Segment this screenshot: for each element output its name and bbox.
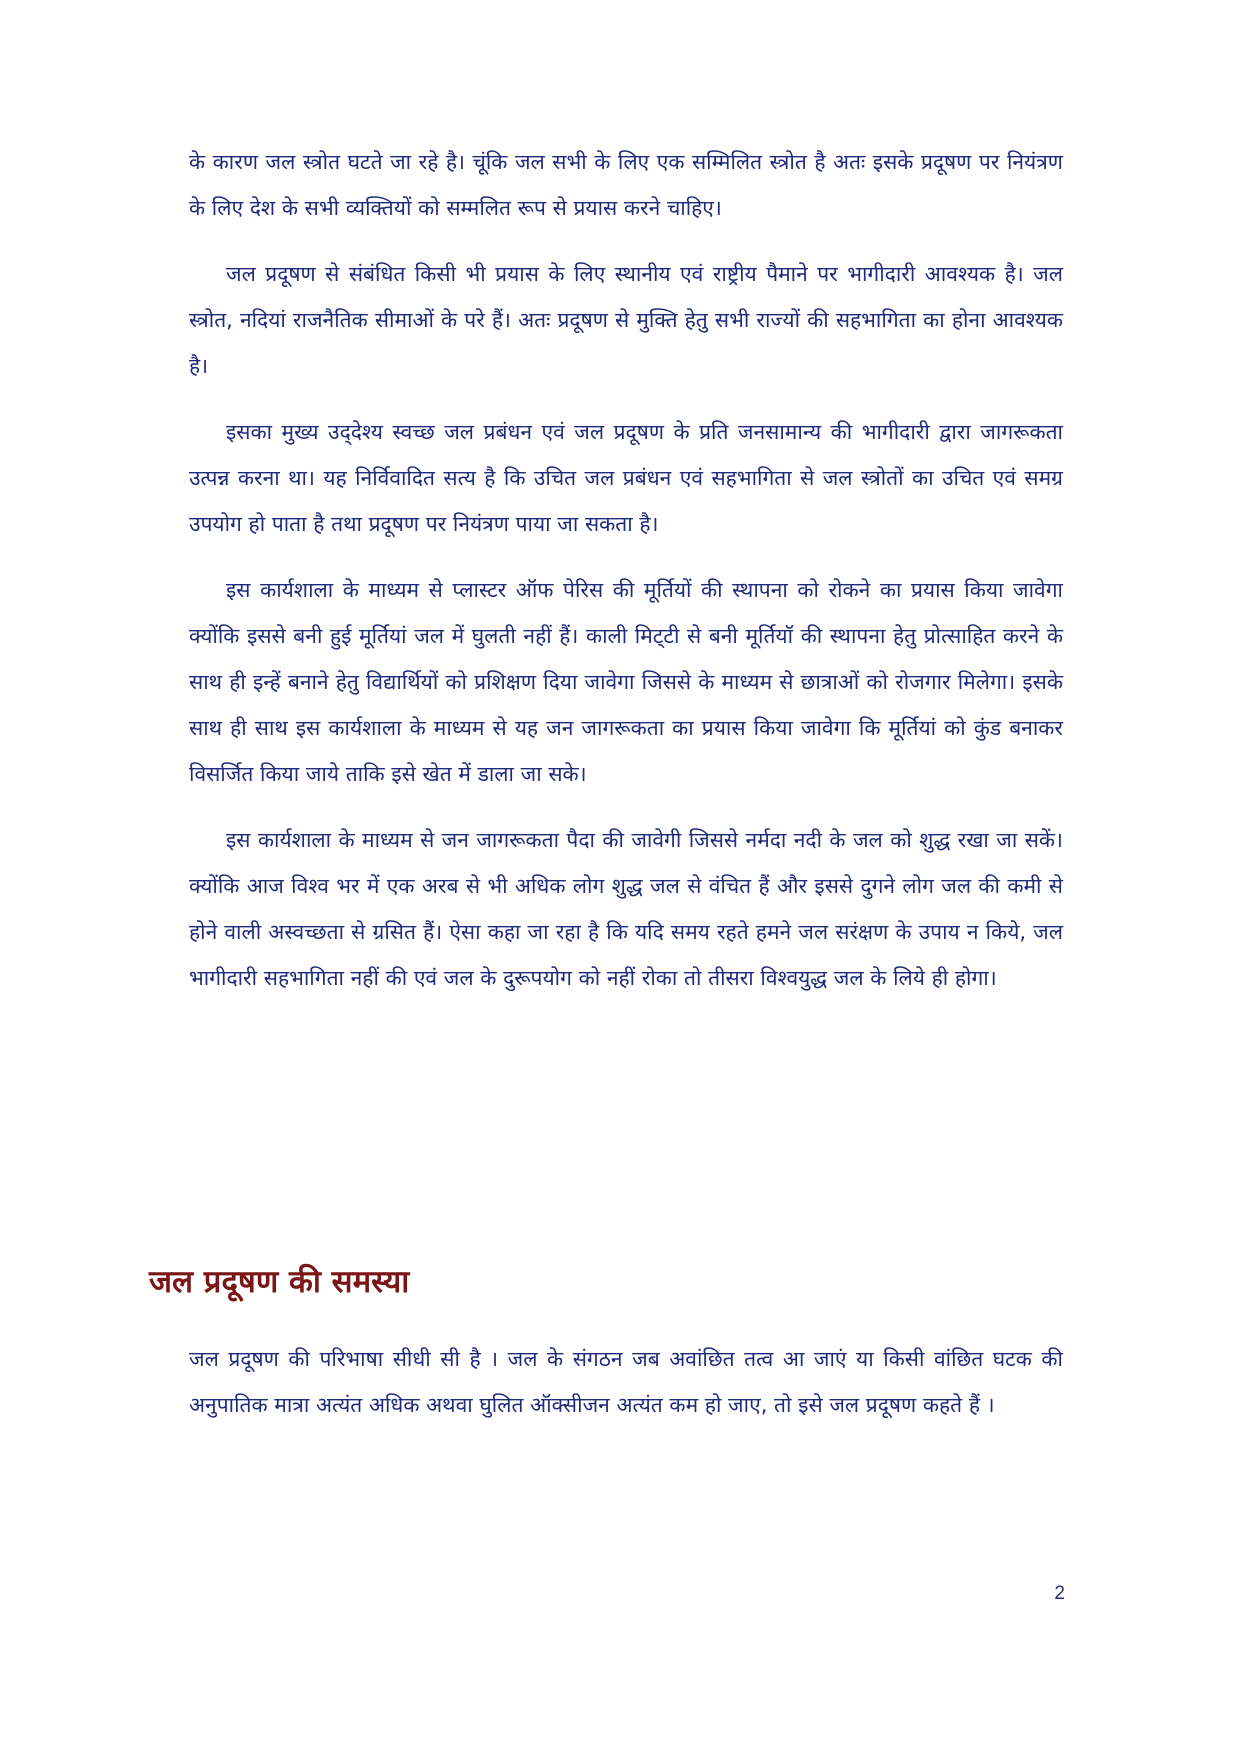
paragraph-5: इस कार्यशाला के माध्यम से जन जागरूकता पैदा की जावेगी जिससे नर्मदा नदी के जल को शुद्ध रखा जा सकें। क्योंकि आज विश्व भर में एक अरब से भी अधिक लोग शुद्ध जल से वंचित हैं और इससे दुगने लोग जल की कमी से होने वाली अस्वच्छता से ग्रसित हैं। ऐसा कहा जा रहा है कि यदि समय रहते हमने जल सरंक्षण के उपाय न किये, जल भागीदारी सहभागिता नहीं की एवं जल के दुरूपयोग को नहीं रोका तो तीसरा विश्वयुद्ध जल के लिये ही होगा। bbox=[189, 828, 1063, 990]
paragraph-3: इसका मुख्य उद्‍देश्य स्वच्छ जल प्रबंधन एवं जल प्रदूषण के प्रति जनसामान्य की भागीदारी द्वारा जागरूकता उत्पन्न करना था। यह निर्विवादित सत्य है कि उचित जल प्रबंधन एवं सहभागिता से जल स्त्रोतों का उचित एवं समग्र उपयोग हो पाता है तथा प्रदूषण पर नियंत्रण पाया जा सकता है। bbox=[189, 420, 1063, 536]
paragraph-1: के कारण जल स्त्रोत घटते जा रहे है। चूंकि जल सभी के लिए एक सम्मिलित स्त्रोत है अतः इसके प्रदूषण पर नियंत्रण के लिए देश के सभी व्यक्तियों को सम्मलित रूप से प्रयास करने चाहिए। bbox=[189, 150, 1063, 220]
section-heading: जल प्रदूषण की समस्या bbox=[149, 1264, 410, 1300]
paragraph-4: इस कार्यशाला के माध्यम से प्लास्टर ऑफ पेरिस की मूर्तियों की स्थापना को रोकने का प्रयास किया जावेगा क्योंकि इससे बनी हुई मूर्तियां जल में घुलती नहीं हैं। काली मिट्‍टी से बनी मूर्तियॉ की स्थापना हेतु प्रोत्साहित करने के साथ ही इन्हें बनाने हेतु विद्यार्थियों को प्रशिक्षण दिया जावेगा जिससे के माध्यम से छात्राओं को रोजगार मिलेगा। इसके साथ ही साथ इस कार्यशाला के माध्यम से यह जन जागरूकता का प्रयास किया जावेगा कि मूर्तियां को कुंड बनाकर विसर्जित किया जाये ताकि इसे खेत में डाला जा सके। bbox=[189, 578, 1063, 786]
body-text bbox=[189, 139, 1063, 1021]
page-number: 2 bbox=[1054, 1583, 1065, 1604]
section-body bbox=[189, 1336, 1063, 1448]
section-paragraph: जल प्रदूषण की परिभाषा सीधी सी है । जल के संगठन जब अवांछित तत्व आ जाएं या किसी वांछित घटक की अनुपातिक मात्रा अत्यंत अधिक अथवा घुलित ऑक्सीजन अत्यंत कम हो जाए, तो इसे जल प्रदूषण कहते हैं । bbox=[189, 1347, 1063, 1417]
paragraph-2: जल प्रदूषण से संबंधित किसी भी प्रयास के लिए स्थानीय एवं राष्ट्रीय पैमाने पर भागीदारी आवश्यक है। जल स्त्रोत, नदियां राजनैतिक सीमाओं के परे हैं। अतः प्रदूषण से मुक्ति हेतु सभी राज्यों की सहभागिता का होना आवश्यक है। bbox=[189, 262, 1063, 378]
